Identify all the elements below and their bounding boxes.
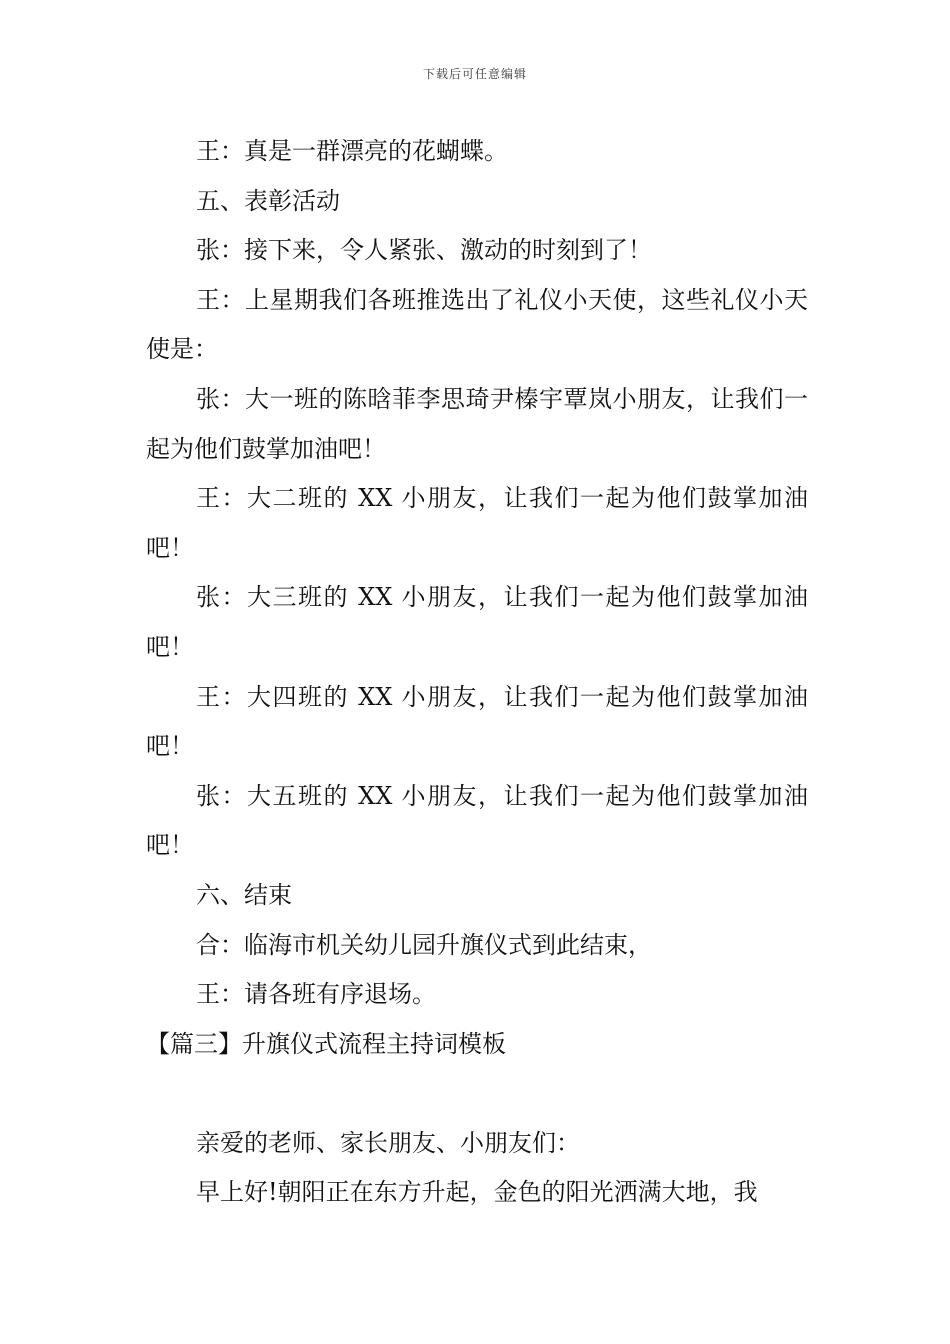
document-body (146, 127, 808, 1218)
paragraph: 张：大三班的 XX 小朋友，让我们一起为他们鼓掌加油吧！ (146, 583, 808, 661)
paragraph: 张：接下来，令人紧张、激动的时刻到了！ (196, 236, 652, 265)
paragraph: 王：真是一群漂亮的花蝴蝶。 (196, 137, 508, 165)
blank-line (146, 1069, 808, 1119)
section-heading: 六、结束 (196, 880, 292, 909)
paragraph: 王：请各班有序退场。 (196, 980, 436, 1009)
chapter-title: 【篇三】升旗仪式流程主持词模板 (146, 1029, 506, 1058)
paragraph: 王：大二班的 XX 小朋友，让我们一起为他们鼓掌加油吧！ (146, 484, 808, 562)
page-header: 下载后可任意编辑 (422, 67, 527, 81)
paragraph: 王：大四班的 XX 小朋友，让我们一起为他们鼓掌加油吧！ (146, 682, 808, 761)
paragraph: 张：大一班的陈晗菲李思琦尹榛宇覃岚小朋友，让我们一起为他们鼓掌加油吧！ (146, 384, 808, 463)
paragraph: 王：上星期我们各班推选出了礼仪小天使，这些礼仪小天使是： (146, 285, 808, 364)
paragraph: 张：大五班的 XX 小朋友，让我们一起为他们鼓掌加油吧！ (146, 781, 808, 860)
section-heading: 五、表彰活动 (196, 186, 340, 215)
paragraph: 早上好!朝阳正在东方升起，金色的阳光洒满大地，我 (196, 1178, 758, 1207)
paragraph: 亲爱的老师、家长朋友、小朋友们： (196, 1128, 580, 1157)
paragraph: 合：临海市机关幼儿园升旗仪式到此结束， (196, 930, 652, 959)
